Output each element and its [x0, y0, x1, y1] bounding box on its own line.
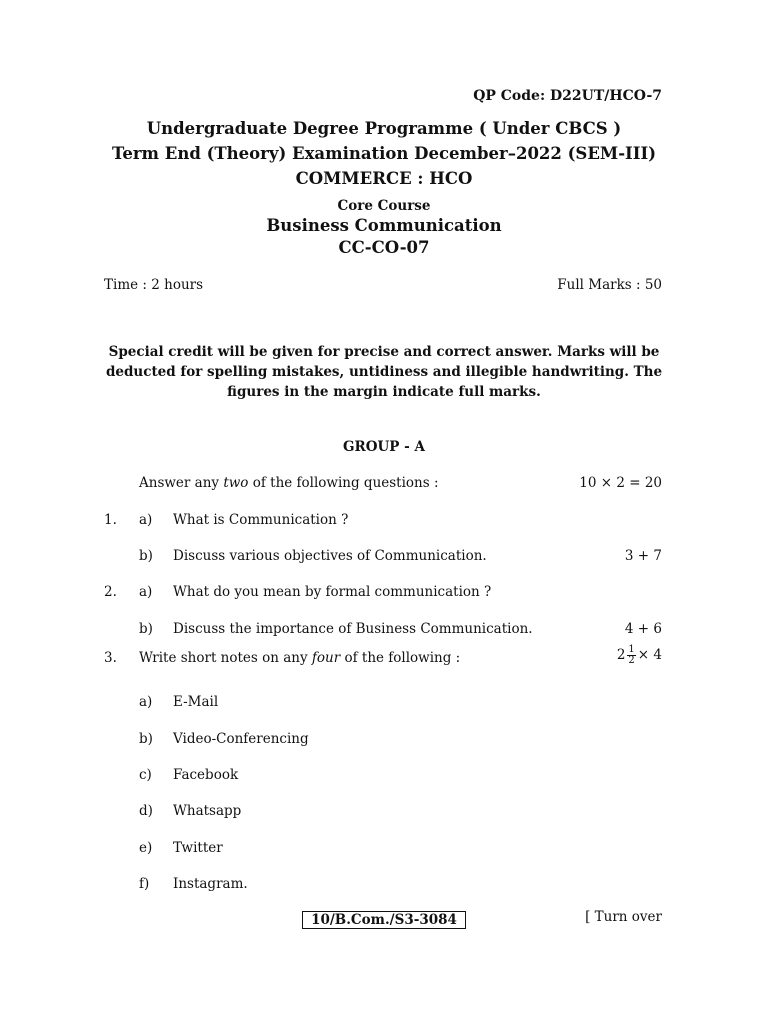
course-type: Core Course: [337, 198, 431, 214]
q2-number: 2.: [104, 584, 117, 600]
programme-title: Undergraduate Degree Programme ( Under CBCS ): [146, 119, 622, 138]
q3-option-text: Twitter: [173, 840, 223, 856]
q1a-label: a): [139, 512, 153, 528]
instructions: Special credit will be given for precise and correct answer. Marks will be deducted for spelling mistakes, untidiness and illegible handwriting. The figures in the margin indicate full marks.: [105, 344, 663, 400]
q2-marks: 4 + 6: [624, 621, 662, 637]
q3-option-label: a): [139, 694, 153, 710]
exam-title: Term End (Theory) Examination December–2022 (SEM-III): [111, 144, 657, 163]
q3-option-label: b): [139, 731, 153, 747]
subject-title: COMMERCE : HCO: [295, 169, 473, 188]
q2a-label: a): [139, 584, 153, 600]
q2b-label: b): [139, 621, 153, 637]
q3-option-text: Whatsapp: [173, 803, 242, 819]
q3-option-label: f): [139, 876, 150, 892]
q3-option-text: Instagram.: [173, 876, 248, 892]
exam-time: Time : 2 hours: [104, 277, 204, 293]
q1b-text: Discuss various objectives of Communication.: [173, 548, 487, 564]
q1a-text: What is Communication ?: [173, 512, 349, 528]
footer-code: 10/B.Com./S3-3084: [302, 911, 466, 929]
q3-option-text: Facebook: [173, 767, 239, 783]
q3-number: 3.: [104, 650, 117, 666]
q3-option-label: e): [139, 840, 153, 856]
group-marks: 10 × 2 = 20: [579, 475, 662, 491]
q3-option-label: d): [139, 803, 153, 819]
q3-text: Write short notes on any four of the following :: [139, 650, 461, 666]
group-instruction: Answer any two of the following questions :: [139, 475, 439, 491]
q3-option-label: c): [139, 767, 152, 783]
q1b-label: b): [139, 548, 153, 564]
course-name: Business Communication: [266, 216, 502, 235]
q1-number: 1.: [104, 512, 117, 528]
q3-marks: 2 $\frac{1}{2}$ × 4: [616, 644, 662, 666]
group-title: GROUP - A: [343, 439, 425, 455]
full-marks: Full Marks : 50: [557, 277, 662, 293]
q3-option-text: Video-Conferencing: [173, 731, 309, 747]
q3-option-text: E-Mail: [173, 694, 219, 710]
fraction-half: $\frac{1}{2}$: [628, 644, 635, 666]
course-code: CC-CO-07: [338, 238, 430, 257]
q2b-text: Discuss the importance of Business Communication.: [173, 621, 533, 637]
turn-over: [ Turn over: [585, 909, 662, 925]
q1-marks: 3 + 7: [624, 548, 662, 564]
q2a-text: What do you mean by formal communication ?: [173, 584, 492, 600]
qp-code: QP Code: D22UT/HCO-7: [473, 88, 662, 104]
